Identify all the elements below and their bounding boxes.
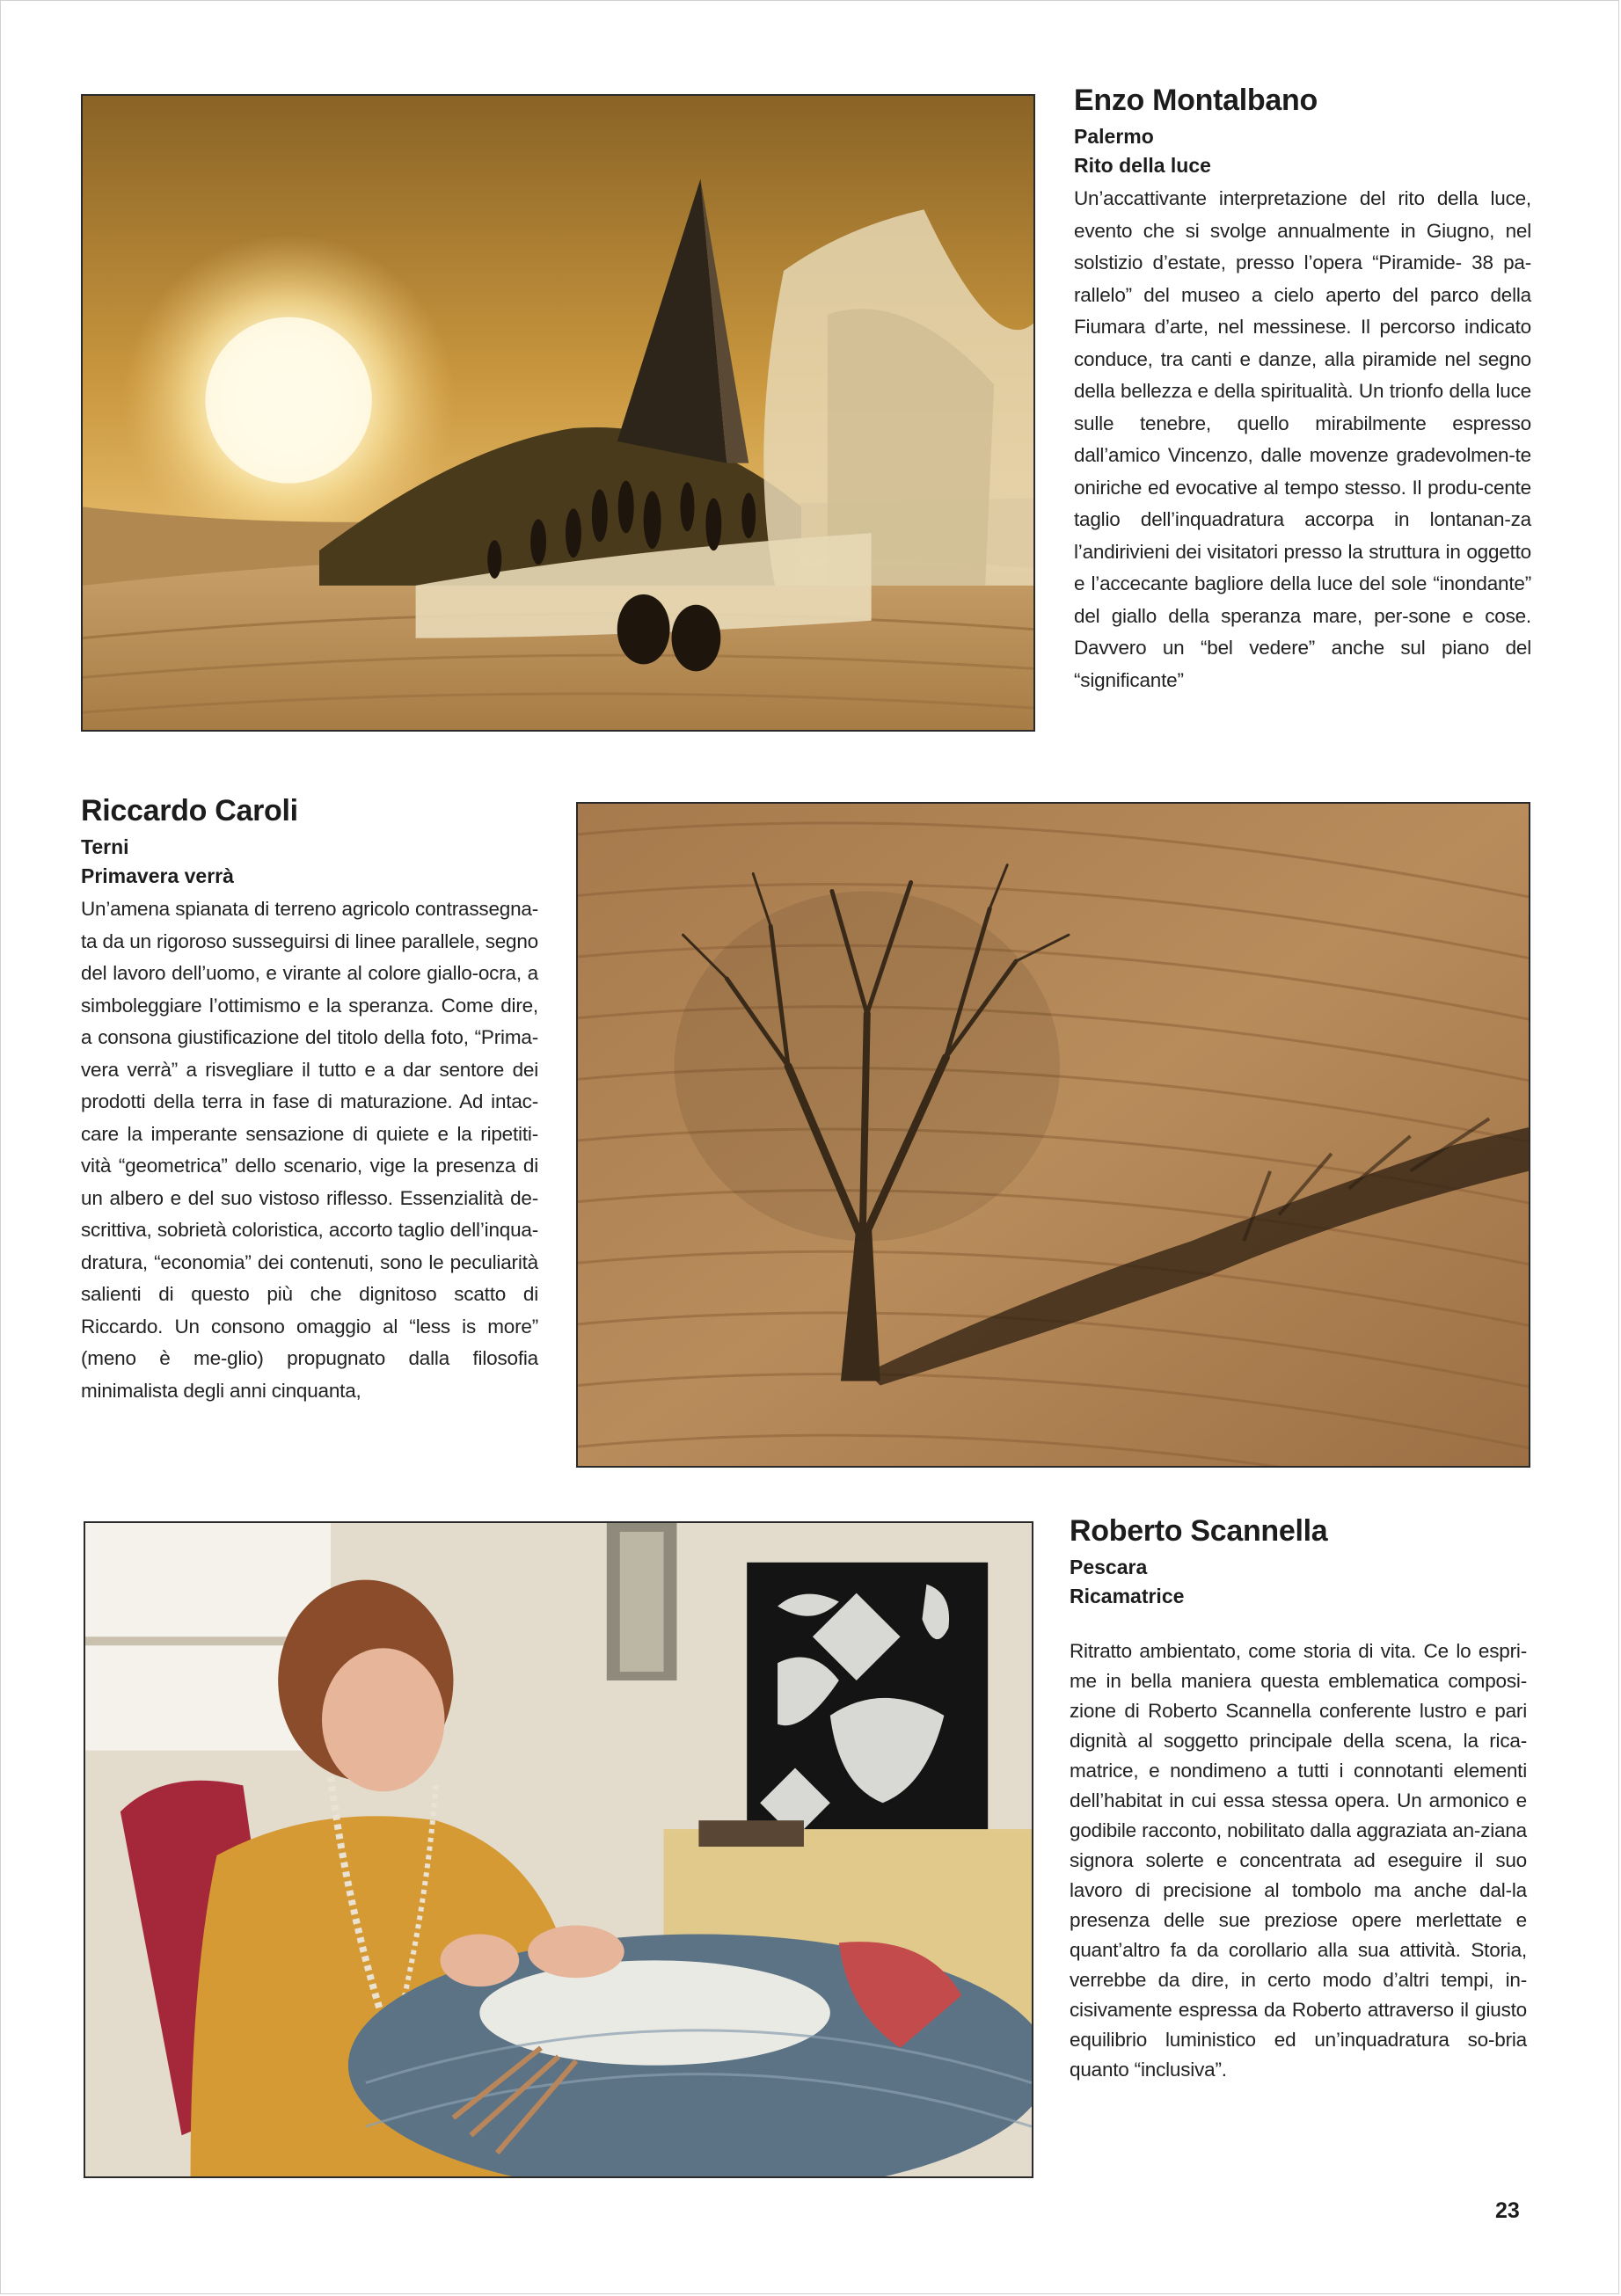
article-enzo-montalbano [1074, 84, 1531, 696]
article-body: Ritratto ambientato, come storia di vita. Ce lo espri-me in bella maniera questa emblematica composi-zione di Roberto Scannella conferente lustro e pari dignità al soggetto principale della scena, la rica-matrice, e nondimeno a tutti i connotanti elementi dell’habitat in cui essa stessa opera. Un armonico e godibile racconto, nobilitato dalla aggraziata an-ziana signora solerte e concentrata ad eseguire il suo lavoro di precisione al tombolo ma anche dal-la presenza delle sue preziose opere merlettate e quant’altro fa da corollario alla sua attività. Storia, verrebbe da dire, in certo modo d’altri tempi, in-cisivamente espressa da Roberto attraverso il giusto equilibrio luministico ed un’inquadratura so-bria quanto “inclusiva”. [1070, 1640, 1527, 2081]
author-city: Terni [81, 835, 129, 858]
page-number: 23 [1495, 2198, 1520, 2223]
photo-title: Ricamatrice [1070, 1585, 1185, 1607]
photo-primavera-verra [576, 802, 1530, 1468]
photo-title: Primavera verrà [81, 864, 234, 887]
article-body: Un’amena spianata di terreno agricolo contrassegna-ta da un rigoroso susseguirsi di linee parallele, segno del lavoro dell’uomo, e virante al colore giallo-ocra, a simboleggiare l’ottimismo e la speranza. Come dire, a consona giustificazione del titolo della foto, “Prima-vera verrà” a risvegliare il tutto e a dar sentore dei prodotti della terra in fase di maturazione. Ad intac-care la imperante sensazione di quiete e la ripetiti-vità “geometrica” dello scenario, vige la presenza di un albero e del suo vistoso riflesso. Essenzialità de-scrittiva, sobrietà coloristica, accorto taglio dell’inqua-dratura, “economia” dei contenuti, sono le peculiarità salienti di questo più che dignitoso scatto di Riccardo. Un consono omaggio al “less is more” (meno è me-glio) propugnato dalla filosofia minimalista degli anni cinquanta, [81, 898, 538, 1402]
author-city: Pescara [1070, 1556, 1148, 1578]
author-name: Enzo Montalbano [1074, 84, 1318, 117]
photo-ricamatrice [84, 1521, 1033, 2178]
author-city: Palermo [1074, 125, 1154, 148]
article-riccardo-caroli [81, 794, 538, 1407]
article-body: Un’accattivante interpretazione del rito della luce, evento che si svolge annualmente in Giugno, nel solstizio d’estate, presso l’opera “Piramide- 38 pa-rallelo” del museo a cielo aperto del parco della Fiumara d’arte, nel messinese. Il percorso indicato conduce, tra canti e danze, alla piramide nel segno della bellezza e della spiritualità. Un trionfo della luce sulle tenebre, quello mirabilmente espresso dall’amico Vincenzo, dalle movenze gradevolmen-te oniriche ed evocative al tempo stesso. Il produ-cente taglio dell’inquadratura accorpa in lontanan-za l’andirivieni dei visitatori presso la struttura in oggetto e l’accecante bagliore della luce del sole “inondante” del giallo della speranza mare, per-sone e cose. Davvero un “bel vedere” anche sul piano del “significante” [1074, 187, 1531, 691]
author-name: Roberto Scannella [1070, 1514, 1328, 1548]
photo-title: Rito della luce [1074, 154, 1211, 177]
author-name: Riccardo Caroli [81, 794, 298, 827]
photo-rito-della-luce [81, 94, 1035, 732]
article-roberto-scannella [1070, 1514, 1527, 2085]
